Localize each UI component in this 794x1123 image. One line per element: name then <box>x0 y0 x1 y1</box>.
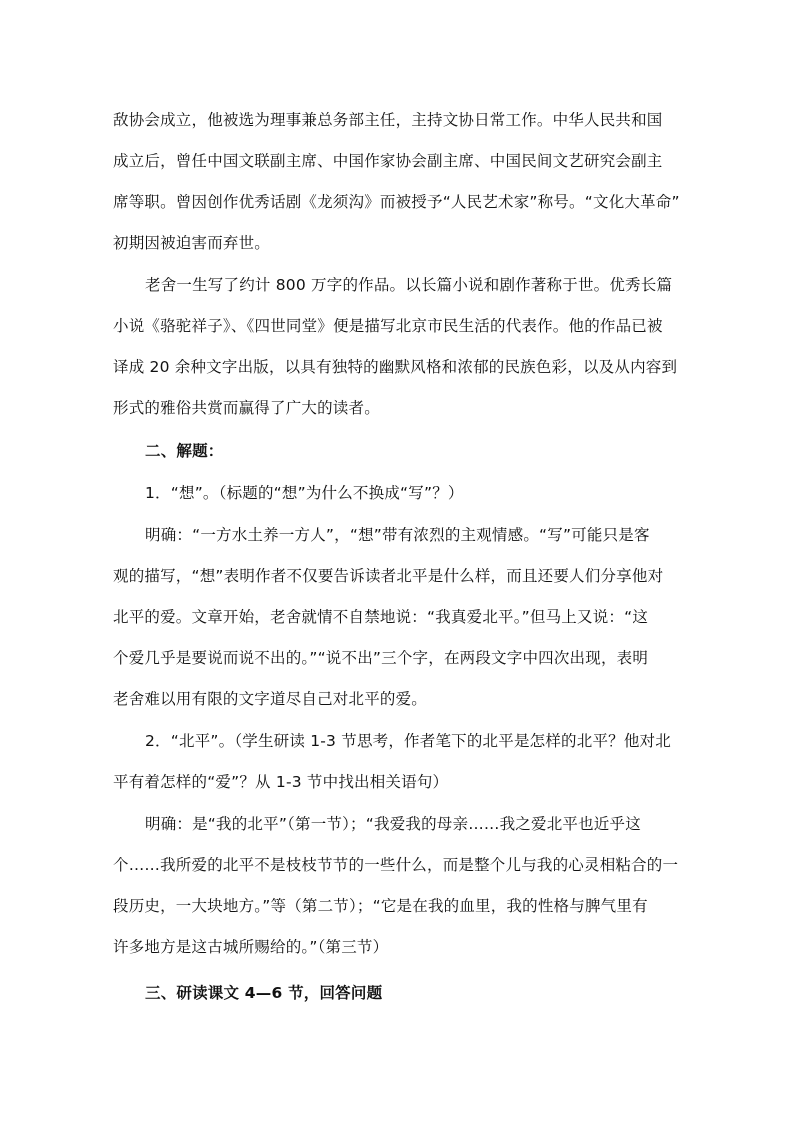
answer-line-5: 老舍难以用有限的文字道尽自己对北平的爱。 <box>113 690 428 708</box>
answer-2-line-3: 段历史，一大块地方。”等（第二节）；“它是在我的血里，我的性格与脾气里有 <box>113 897 648 915</box>
answer-2-line-4: 许多地方是这古城所赐给的。”（第三节） <box>113 938 389 956</box>
section-heading-2: 二、解题： <box>145 442 224 460</box>
section-heading-3: 三、研读课文 4—6 节，回答问题 <box>145 984 383 1002</box>
paragraph-line-1: 敌协会成立，他被选为理事兼总务部主任，主持文协日常工作。中华人民共和国 <box>113 111 663 129</box>
answer-line-4: 个爱几乎是要说而说不出的。”“说不出”三个字，在两段文字中四次出现，表明 <box>113 649 649 667</box>
question-2-line-1: 2．“北平”。（学生研读 1-3 节思考，作者笔下的北平是怎样的北平？他对北 <box>145 732 671 750</box>
answer-2-line-2: 个……我所爱的北平不是枝枝节节的一些什么，而是整个儿与我的心灵相粘合的一 <box>113 856 679 874</box>
paragraph-line-3: 席等职。曾因创作优秀话剧《龙须沟》而被授予“人民艺术家”称号。“文化大革命” <box>113 193 680 211</box>
paragraph-line-7: 译成 20 余种文字出版，以具有独特的幽默风格和浓郁的民族色彩，以及从内容到 <box>113 358 678 376</box>
answer-line-2: 观的描写，“想”表明作者不仅要告诉读者北平是什么样，而且还要人们分享他对 <box>113 567 664 585</box>
paragraph-line-6: 小说《骆驼祥子》、《四世同堂》便是描写北京市民生活的代表作。他的作品已被 <box>113 317 663 335</box>
question-2-line-2: 平有着怎样的“爱”？从 1-3 节中找出相关语句） <box>113 773 449 791</box>
paragraph-line-8: 形式的雅俗共赏而赢得了广大的读者。 <box>113 399 380 417</box>
paragraph-line-5: 老舍一生写了约计 800 万字的作品。以长篇小说和剧作著称于世。优秀长篇 <box>145 276 673 294</box>
answer-line-1: 明确：“一方水土养一方人”，“想”带有浓烈的主观情感。“写”可能只是客 <box>145 526 650 544</box>
paragraph-line-4: 初期因被迫害而弃世。 <box>113 234 271 252</box>
answer-2-line-1: 明确：是“我的北平”（第一节）；“我爱我的母亲……我之爱北平也近乎这 <box>145 815 641 833</box>
question-1: 1．“想”。（标题的“想”为什么不换成“写”？） <box>145 484 464 502</box>
answer-line-3: 北平的爱。文章开始，老舍就情不自禁地说：“我真爱北平。”但马上又说：“这 <box>113 608 649 626</box>
paragraph-line-2: 成立后，曾任中国文联副主席、中国作家协会副主席、中国民间文艺研究会副主 <box>113 152 663 170</box>
